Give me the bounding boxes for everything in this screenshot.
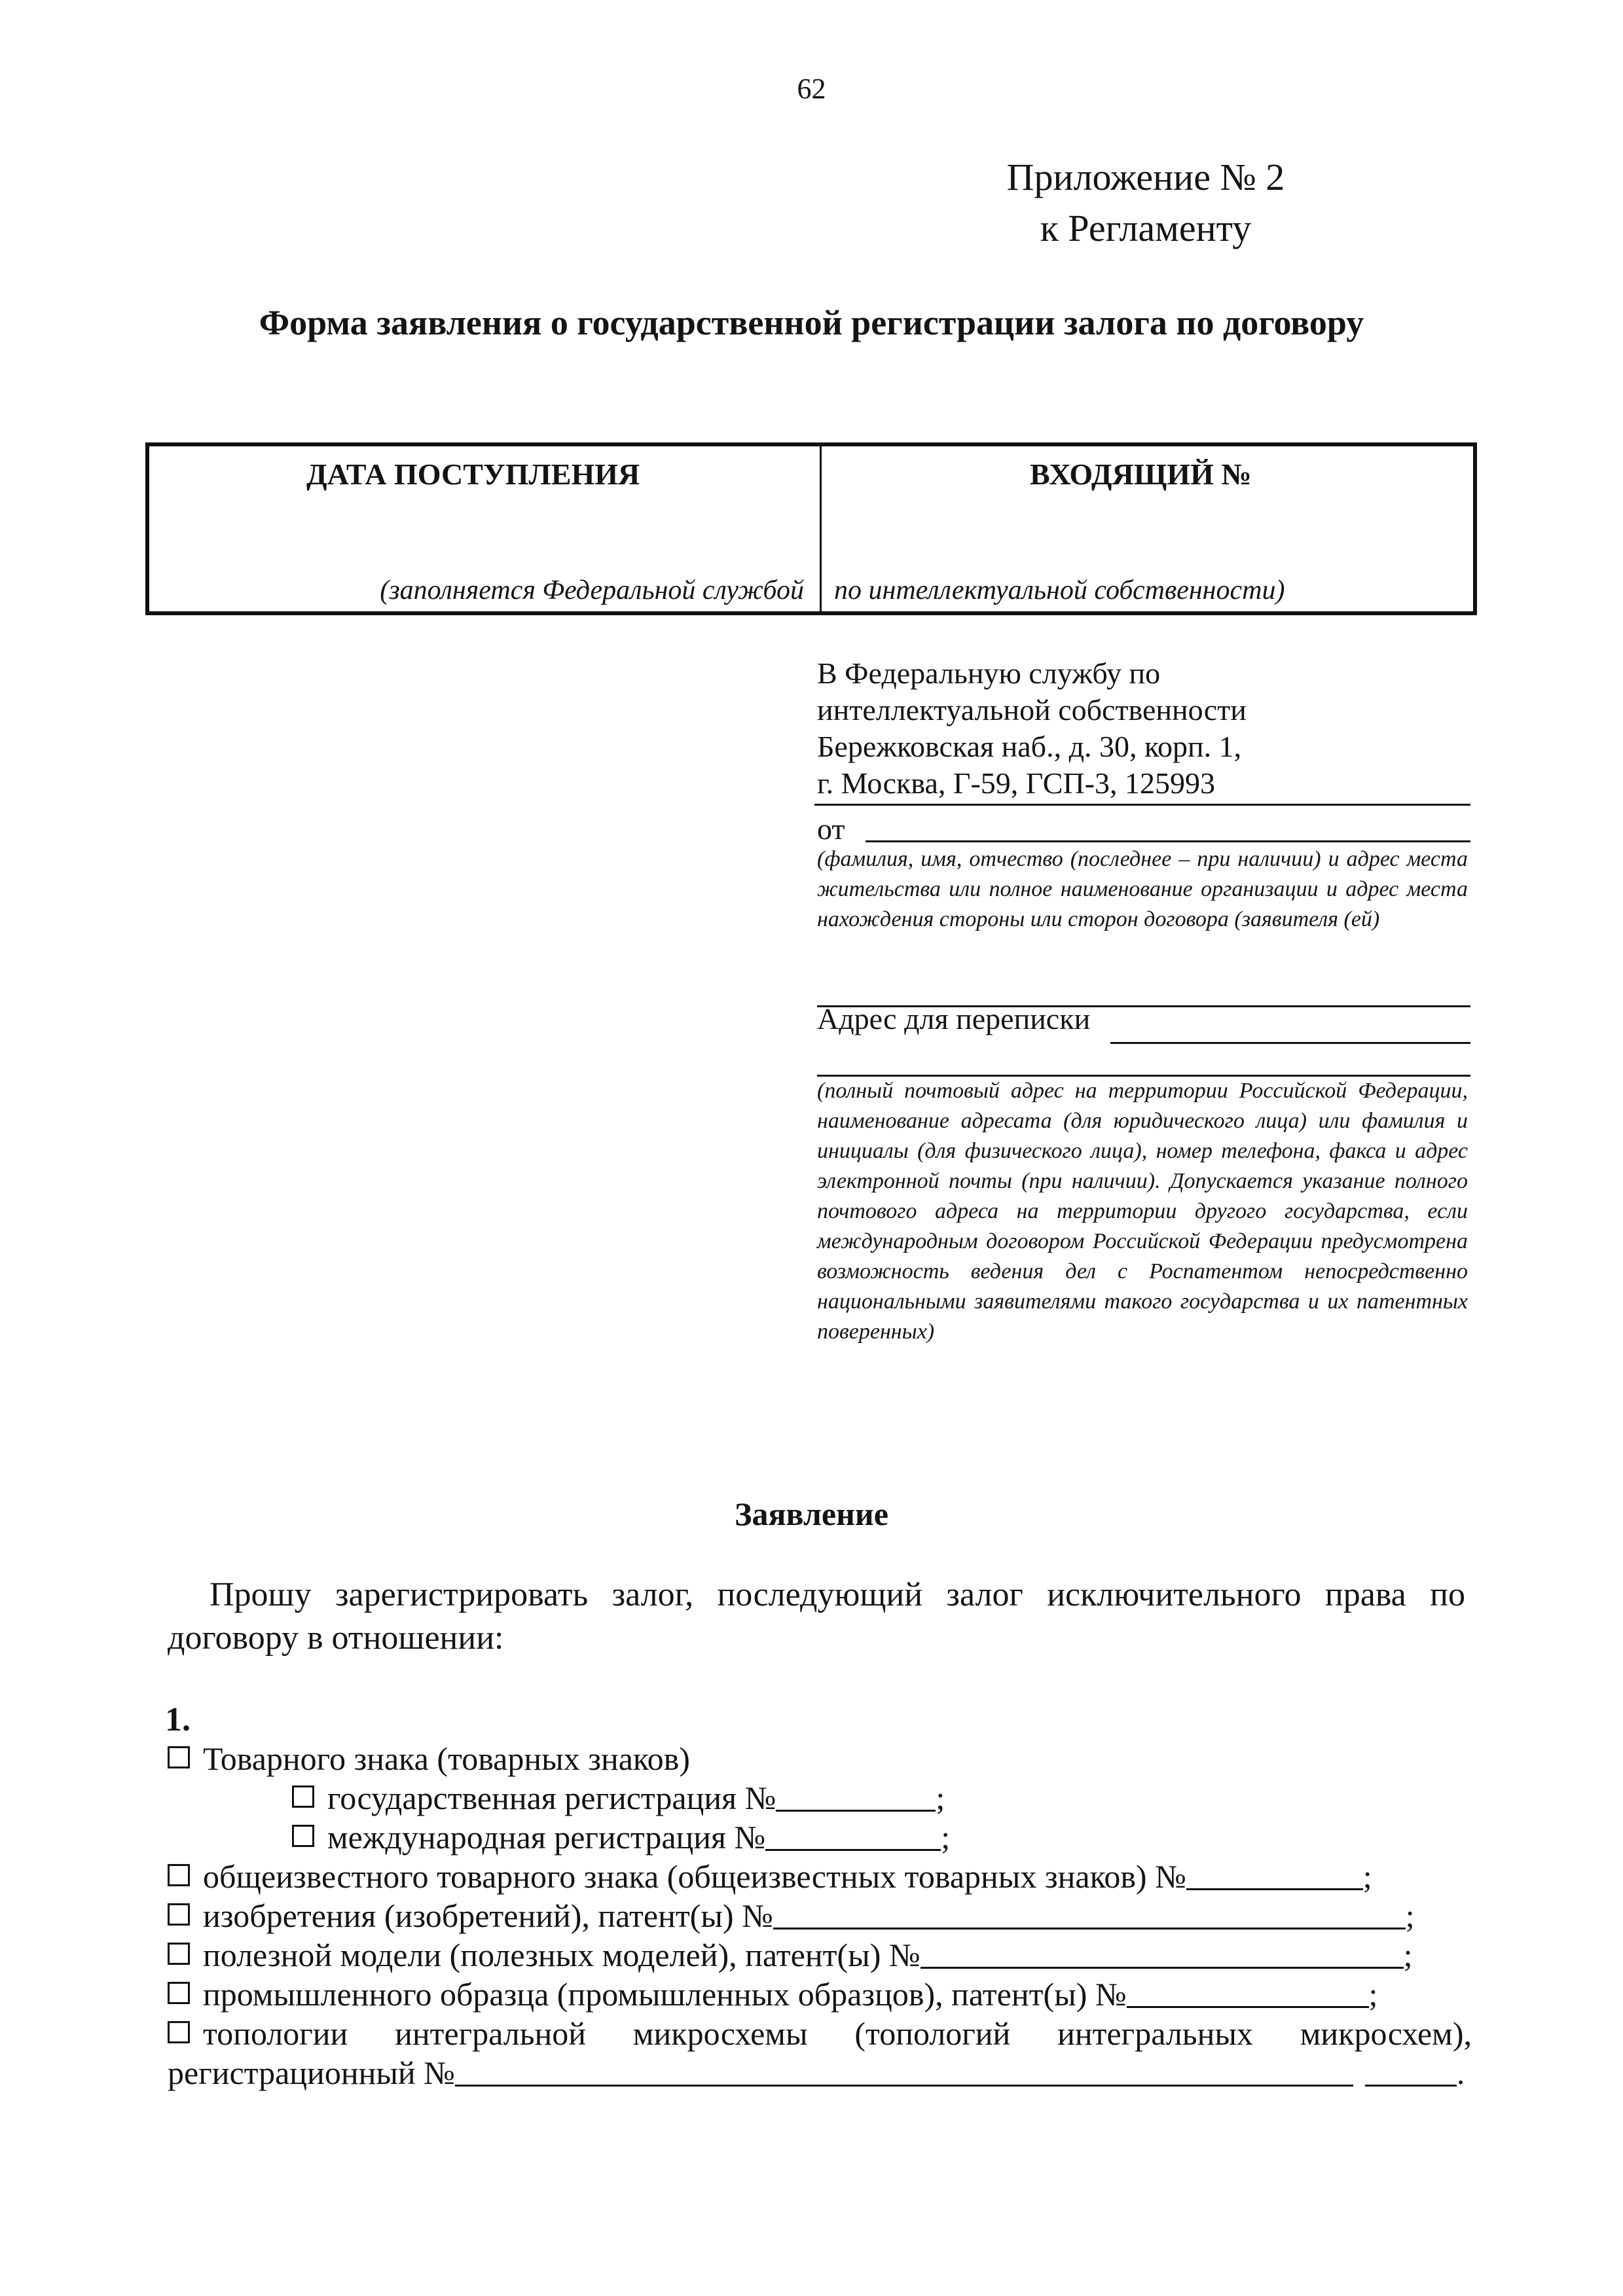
ic-topology-checkbox[interactable] [168, 2021, 190, 2043]
wellknown-trademark-label: общеизвестного товарного знака (общеизвестных товарных знаков) № [203, 1858, 1186, 1895]
page-number: 62 [797, 73, 826, 105]
ic-topology-word-1: топологии [168, 2015, 348, 2053]
utility-model-option[interactable] [168, 1936, 1412, 1974]
utility-model-field[interactable] [921, 1942, 1404, 1969]
period: . [1456, 2054, 1465, 2091]
item-number: 1. [165, 1701, 191, 1738]
ic-topology-word-3: микросхемы [632, 2015, 808, 2052]
form-title: Форма заявления о государственной регистрации залога по договору [259, 303, 1364, 342]
appendix-number: Приложение № 2 [1006, 156, 1285, 198]
semicolon: ; [1368, 1976, 1378, 2013]
ic-topology-word-2: интегральной [395, 2015, 587, 2052]
invention-checkbox[interactable] [168, 1903, 190, 1926]
state-registration-option[interactable] [292, 1779, 945, 1817]
ic-topology-registration-field[interactable] [455, 2060, 1353, 2087]
applicant-note: (фамилия, имя, отчество (последнее – при наличии) и адрес места жительства или полное наименование организации и адрес места нахождения стороны или сторон договора (заявителя (ей) [817, 847, 1468, 931]
invention-option[interactable] [168, 1897, 1415, 1935]
ic-topology-option[interactable] [168, 2015, 1472, 2053]
trademark-option[interactable] [168, 1740, 690, 1778]
trademark-label: Товарного знака (товарных знаков) [203, 1740, 690, 1777]
industrial-design-label: промышленного образца (промышленных образцов), патент(ы) № [203, 1976, 1127, 2013]
mail-address-note: (полный почтовый адрес на территории Российской Федерации, наименование адресата (для юридического лица) или фамилия и инициалы (для физического лица), номер телефона, факса и адрес электронной почты (при наличии). Допускается указание полного почтового адреса на территории другого государства, если международным договором Российской Федерации предусмотрена возможность ведения дел с Роспатентом непосредственно национальными заявителями такого государства и их патентных поверенных) [817, 1079, 1468, 1344]
semicolon: ; [941, 1819, 951, 1856]
from-label: от [817, 812, 845, 846]
semicolon: ; [1405, 1897, 1415, 1934]
incoming-number-label: ВХОДЯЩИЙ № [1030, 457, 1252, 491]
state-registration-checkbox[interactable] [292, 1785, 314, 1808]
ic-topology-registration-field-2[interactable] [1365, 2060, 1457, 2087]
wellknown-trademark-field[interactable] [1186, 1863, 1363, 1890]
invention-label: изобретения (изобретений), патент(ы) № [203, 1897, 773, 1934]
ic-topology-registration[interactable] [168, 2054, 1465, 2092]
wellknown-trademark-option[interactable] [168, 1857, 1372, 1895]
semicolon: ; [936, 1780, 945, 1816]
industrial-design-field[interactable] [1127, 1981, 1369, 2008]
utility-model-checkbox[interactable] [168, 1943, 190, 1965]
mail-address-input-line[interactable] [1110, 1042, 1470, 1044]
intl-registration-field[interactable] [765, 1824, 941, 1851]
intl-registration-option[interactable] [292, 1818, 950, 1856]
ic-topology-word-5: интегральных [1057, 2015, 1253, 2052]
appendix-header [969, 152, 1322, 254]
utility-model-label: полезной модели (полезных моделей), патент(ы) № [203, 1937, 921, 1973]
box-divider [820, 446, 822, 611]
trademark-checkbox[interactable] [168, 1746, 190, 1768]
state-registration-label: государственная регистрация № [327, 1780, 776, 1816]
wellknown-trademark-checkbox[interactable] [168, 1864, 190, 1886]
registration-stamp-box [145, 442, 1477, 615]
ic-topology-word-4: (топологий [854, 2015, 1011, 2052]
box-note-left: (заполняется Федеральной службой [380, 575, 804, 605]
intl-registration-checkbox[interactable] [292, 1825, 314, 1847]
applicant-input-line[interactable] [866, 840, 1470, 842]
ic-topology-word-6: микросхем), [1300, 2015, 1472, 2052]
mail-address-label: Адрес для переписки [817, 1002, 1091, 1035]
appendix-reference: к Регламенту [1040, 207, 1252, 249]
recipient-line: интеллектуальной собственности [817, 693, 1247, 726]
state-registration-field[interactable] [776, 1785, 936, 1812]
industrial-design-checkbox[interactable] [168, 1982, 190, 2004]
request-text: Прошу зарегистрировать залог, последующий залог исключительного права по договору в отношении: [168, 1576, 1465, 1657]
statement-title: Заявление [735, 1496, 888, 1532]
box-note-right: по интеллектуальной собственности) [834, 575, 1285, 605]
industrial-design-option[interactable] [168, 1975, 1377, 2013]
recipient-line: г. Москва, Г-59, ГСП-3, 125993 [817, 766, 1215, 800]
intl-registration-label: международная регистрация № [327, 1819, 766, 1856]
recipient-line: Бережковская наб., д. 30, корп. 1, [817, 730, 1242, 763]
semicolon: ; [1403, 1937, 1413, 1973]
recipient-line: В Федеральную службу по [817, 656, 1161, 690]
semicolon: ; [1362, 1858, 1372, 1895]
invention-field[interactable] [773, 1903, 1406, 1929]
ic-topology-registration-label: регистрационный № [168, 2054, 455, 2091]
recipient-underline [814, 804, 1470, 806]
receipt-date-label: ДАТА ПОСТУПЛЕНИЯ [306, 457, 640, 491]
